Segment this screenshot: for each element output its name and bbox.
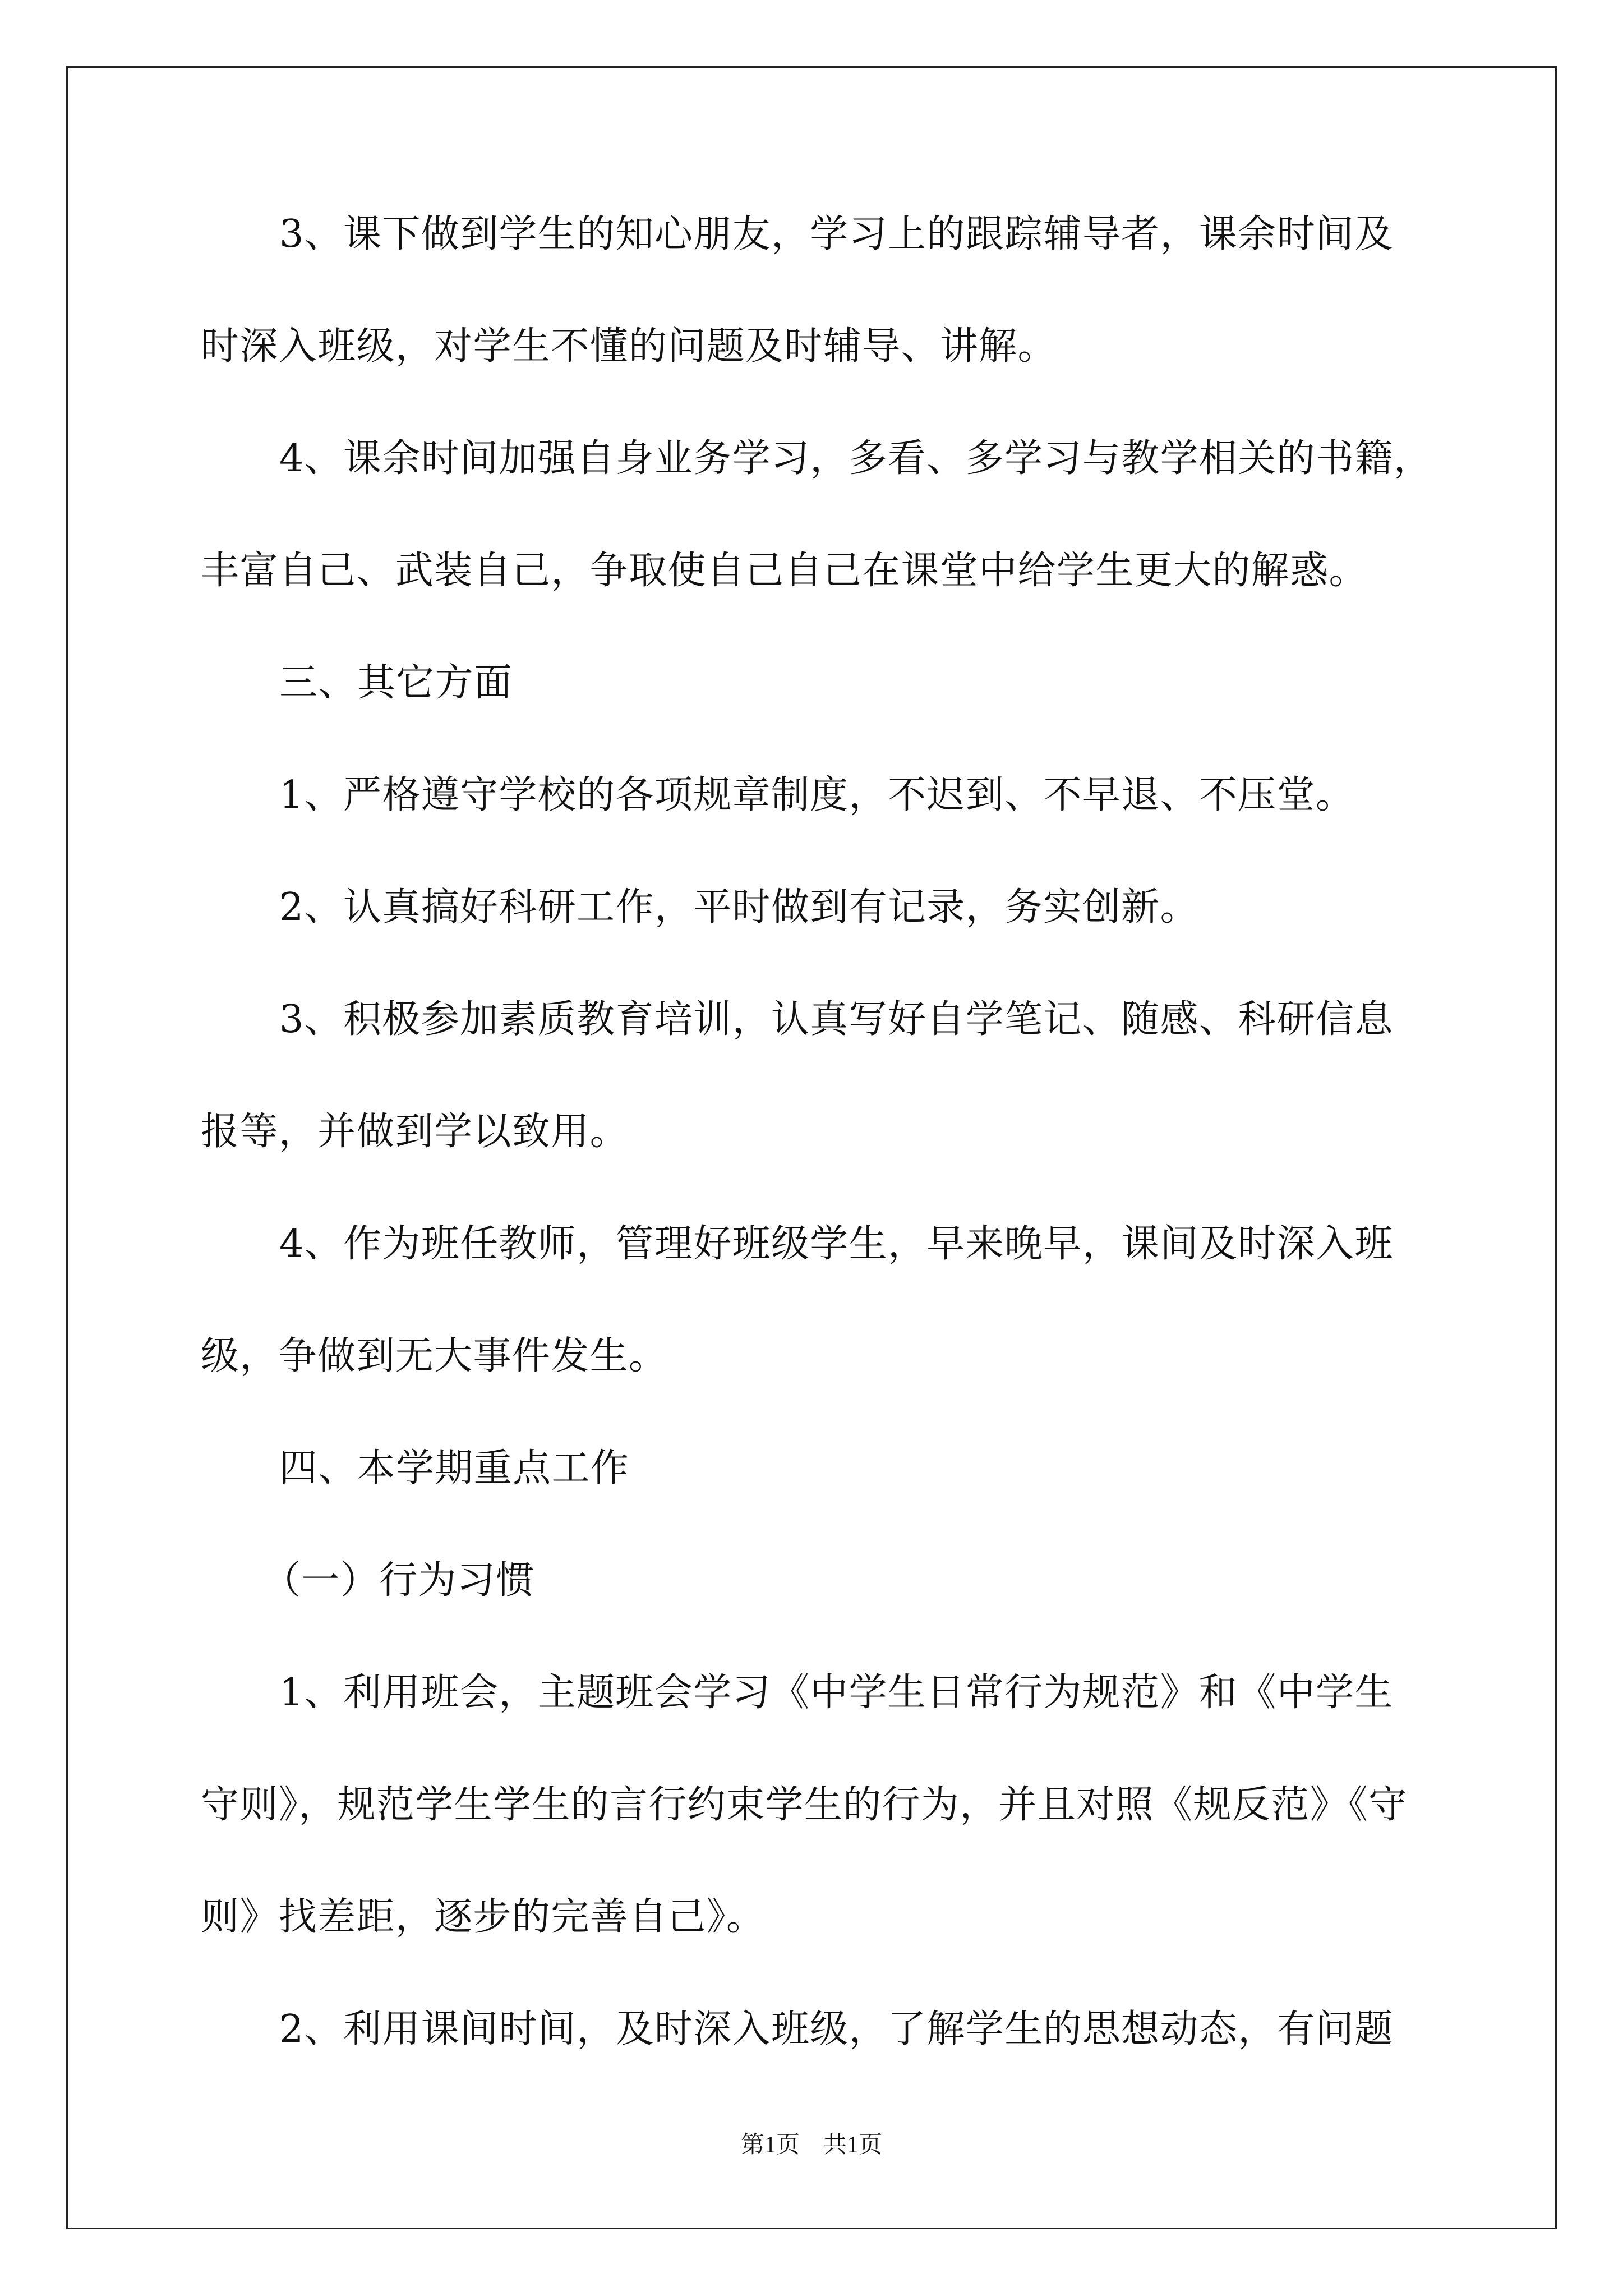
paragraph-line: 3、积极参加素质教育培训，认真写好自学笔记、随感、科研信息 (279, 997, 1394, 1042)
paragraph-line: 3、课下做到学生的知心朋友，学习上的跟踪辅导者，课余时间及 (279, 212, 1394, 256)
paragraph-line: 时深入班级，对学生不懂的问题及时辅导、讲解。 (201, 324, 1057, 369)
paragraph-line: 守则》，规范学生学生的言行约束学生的行为，并且对照《规反范》《守 (201, 1783, 1408, 1827)
paragraph-line: 则》找差距，逐步的完善自己》。 (201, 1895, 766, 1939)
paragraph-line: 4、课余时间加强自身业务学习，多看、多学习与教学相关的书籍， (279, 436, 1433, 481)
section-heading: 三、其它方面 (279, 661, 513, 705)
paragraph-line: 丰富自己、武装自己，争取使自己自己在课堂中给学生更大的解惑。 (201, 549, 1368, 593)
paragraph-line: 级，争做到无大事件发生。 (201, 1334, 668, 1378)
subsection-heading: （一）行为习惯 (262, 1558, 535, 1603)
paragraph-line: 2、认真搞好科研工作，平时做到有记录，务实创新。 (279, 885, 1199, 930)
section-heading: 四、本学期重点工作 (279, 1446, 630, 1490)
page-footer: 第1页 共1页 (740, 2132, 882, 2158)
paragraph-line: 报等，并做到学以致用。 (201, 1110, 629, 1154)
paragraph-line: 2、利用课间时间，及时深入班级，了解学生的思想动态，有问题 (279, 2007, 1394, 2051)
paragraph-line: 1、利用班会，主题班会学习《中学生日常行为规范》和《中学生 (279, 1671, 1394, 1715)
paragraph-line: 4、作为班任教师，管理好班级学生，早来晚早，课间及时深入班 (279, 1222, 1394, 1266)
paragraph-line: 1、严格遵守学校的各项规章制度，不迟到、不早退、不压堂。 (279, 773, 1355, 817)
